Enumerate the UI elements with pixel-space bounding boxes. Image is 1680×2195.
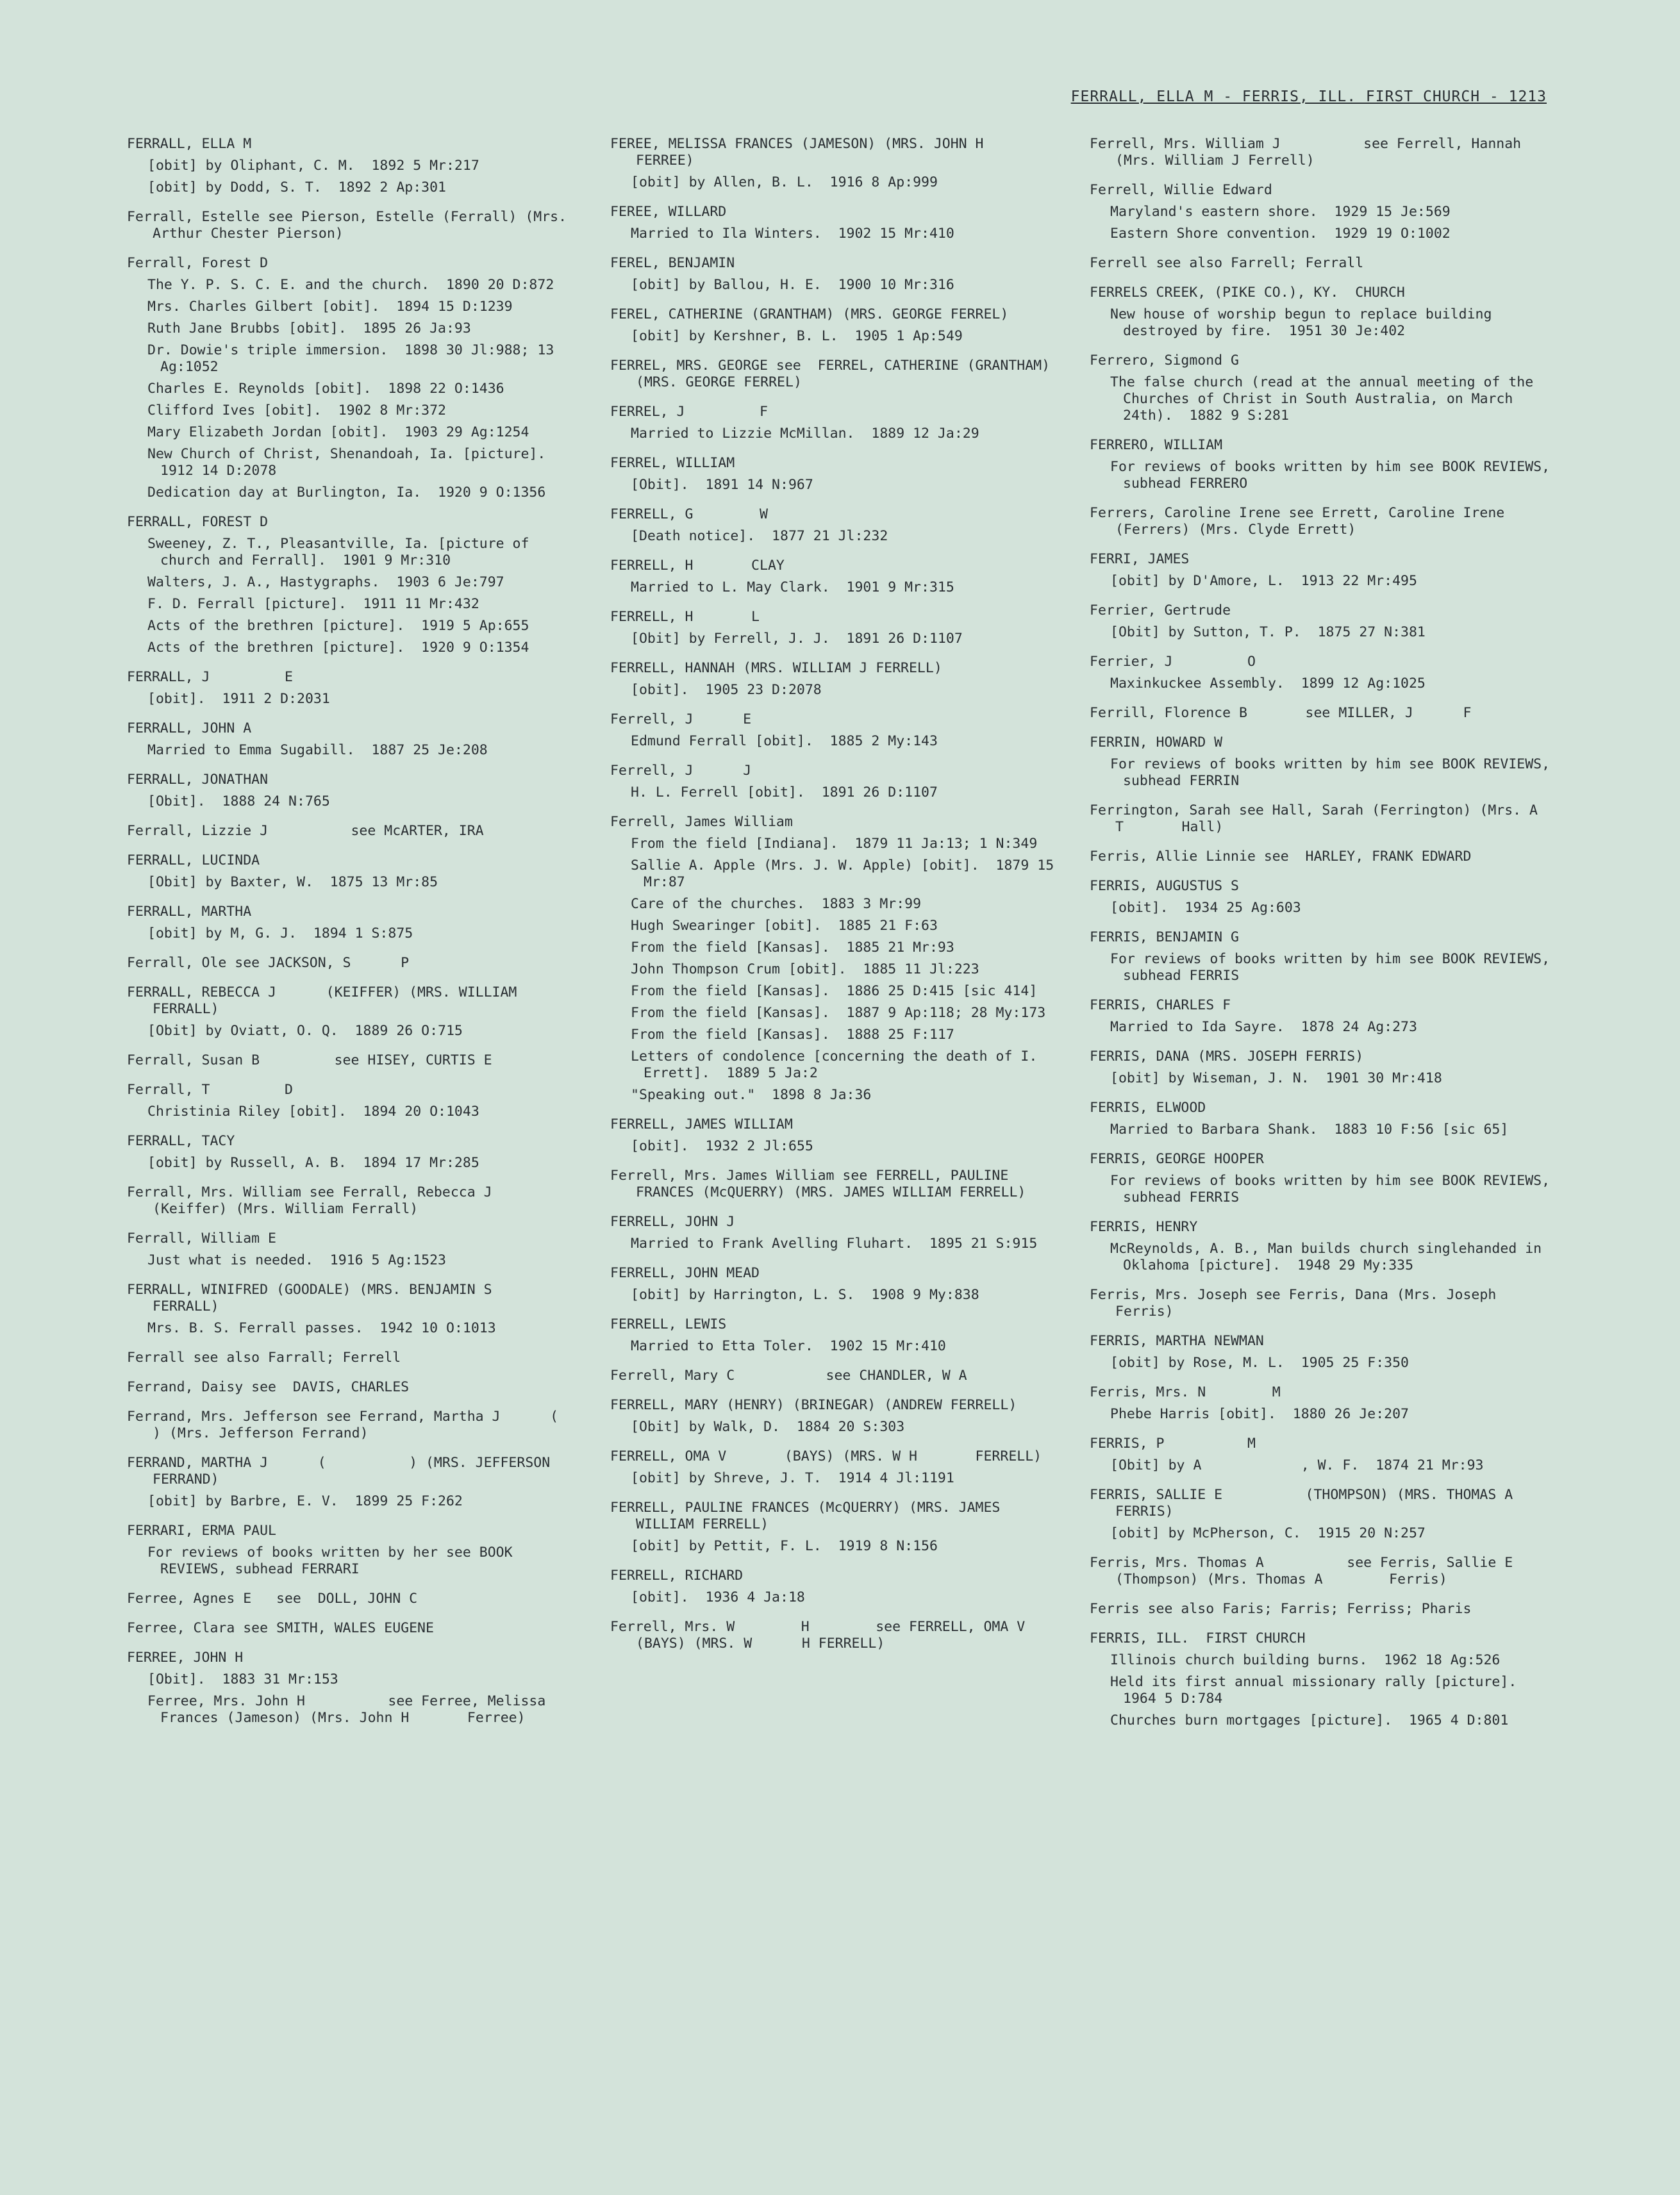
index-entry	[1090, 352, 1558, 424]
entry-heading: Ferrell see also Farrell; Ferrall	[1090, 255, 1364, 271]
index-entry	[610, 1619, 1075, 1652]
entry-citation: Ruth Jane Brubbs [obit]. 1895 26 Ja:93	[147, 320, 471, 336]
entry-heading: FERRELL, RICHARD	[610, 1568, 744, 1584]
index-entry	[610, 1568, 1065, 1606]
entry-heading: FERRALL, WINIFRED (GOODALE) (MRS. BENJAMIN S FERRALL)	[127, 1282, 542, 1314]
entry-heading: FERRIS, MARTHA NEWMAN	[1090, 1333, 1264, 1349]
index-entry	[610, 1397, 1065, 1436]
entry-citation: Mary Elizabeth Jordan [obit]. 1903 29 Ag:1254	[147, 424, 529, 440]
index-entry	[127, 720, 576, 759]
index-entry	[127, 1409, 625, 1442]
index-entry	[1090, 1487, 1579, 1542]
entry-citation: [obit]. 1911 2 D:2031	[147, 691, 330, 707]
entry-citation: John Thompson Crum [obit]. 1885 11 Jl:223	[631, 961, 979, 977]
entry-citation: Sallie A. Apple (Mrs. J. W. Apple) [obit]. 1879 15 Mr:87	[631, 857, 1063, 890]
entry-citation: Held its first annual missionary rally [picture]. 1964 5 D:784	[1110, 1674, 1534, 1707]
entry-citation: [Death notice]. 1877 21 Jl:232	[631, 528, 888, 544]
index-entry	[127, 136, 576, 196]
entry-heading: FERRELS CREEK, (PIKE CO.), KY. CHURCH	[1090, 285, 1405, 301]
entry-heading: FERRIS, CHARLES F	[1090, 997, 1231, 1013]
entry-heading: FERRALL, J E	[127, 669, 293, 685]
entry-citation: Sweeney, Z. T., Pleasantville, Ia. [picture of church and Ferrall]. 1901 9 Mr:310	[147, 536, 538, 568]
entry-citation: Maryland's eastern shore. 1929 15 Je:569	[1110, 204, 1451, 220]
entry-citation: [obit] by Wiseman, J. N. 1901 30 Mr:418	[1110, 1070, 1442, 1086]
column-2	[610, 136, 1075, 1665]
entry-heading: Ferrall, Ole see JACKSON, S P	[127, 955, 410, 971]
entry-citation: Phebe Harris [obit]. 1880 26 Je:207	[1110, 1406, 1409, 1422]
entry-heading: FERRELL, H L	[610, 609, 760, 625]
index-entry	[610, 306, 1065, 345]
index-entry	[1090, 285, 1558, 340]
entry-citation: From the field [Kansas]. 1888 25 F:117	[631, 1027, 954, 1043]
entry-citation: Just what is needed. 1916 5 Ag:1523	[147, 1252, 446, 1268]
entry-citation: [obit]. 1905 23 D:2078	[631, 682, 822, 698]
entry-citation: Acts of the brethren [picture]. 1920 9 O:1354	[147, 640, 529, 656]
index-entry	[610, 1316, 1065, 1355]
entry-heading: FERRALL, LUCINDA	[127, 852, 260, 868]
index-entry	[1090, 878, 1558, 916]
entry-citation: Mrs. Charles Gilbert [obit]. 1894 15 D:1239	[147, 299, 513, 315]
entry-citation: From the field [Indiana]. 1879 11 Ja:13; 1 N:349	[631, 836, 1038, 852]
entry-citation: Married to Lizzie McMillan. 1889 12 Ja:29	[631, 426, 979, 442]
entry-citation: For reviews of books written by her see BOOK REVIEWS, subhead FERRARI	[147, 1545, 521, 1577]
index-entry	[1090, 255, 1558, 272]
entry-citation: [obit]. 1932 2 Jl:655	[631, 1138, 813, 1154]
index-entry	[127, 772, 576, 810]
index-entry	[1090, 1601, 1558, 1618]
entry-citation: Married to Ida Sayre. 1878 24 Ag:273	[1110, 1019, 1417, 1035]
entry-citation: Churches burn mortgages [picture]. 1965 4 D:801	[1110, 1712, 1509, 1728]
entry-heading: FERRIS, GEORGE HOOPER	[1090, 1151, 1264, 1167]
entry-citation: Hugh Swearinger [obit]. 1885 21 F:63	[631, 918, 938, 934]
index-entry	[127, 1184, 576, 1218]
index-entry	[1090, 1555, 1579, 1588]
entry-citation: For reviews of books written by him see BOOK REVIEWS, subhead FERRIS	[1110, 1173, 1558, 1205]
entry-citation: [obit] by Oliphant, C. M. 1892 5 Mr:217	[147, 158, 479, 174]
index-entry	[127, 209, 576, 242]
entry-citation: [obit] by Shreve, J. T. 1914 4 Jl:1191	[631, 1470, 954, 1486]
entry-heading: Ferris, Mrs. Joseph see Ferris, Dana (Mrs. Joseph Ferris)	[1090, 1287, 1505, 1320]
index-entry	[127, 823, 576, 840]
index-entry	[127, 1052, 576, 1069]
entry-heading: Ferrall, Lizzie J see McARTER, IRA	[127, 823, 484, 839]
entry-heading: FEREE, WILLARD	[610, 204, 727, 220]
entry-heading: Ferrell, J J	[610, 763, 752, 779]
entry-heading: FERRELL, JAMES WILLIAM	[610, 1116, 793, 1132]
entry-citation: Edmund Ferrall [obit]. 1885 2 My:143	[631, 733, 938, 749]
index-entry	[1090, 654, 1558, 692]
index-entry	[610, 455, 1065, 493]
index-entry	[610, 136, 1065, 191]
entry-heading: Ferrell, Mrs. William J see Ferrell, Hannah (Mrs. William J Ferrell)	[1090, 136, 1530, 169]
entry-heading: Ferrers, Caroline Irene see Errett, Caroline Irene (Ferrers) (Mrs. Clyde Errett)	[1090, 505, 1513, 538]
entry-citation: Married to Etta Toler. 1902 15 Mr:410	[631, 1338, 946, 1354]
entry-heading: Ferrell, Willie Edward	[1090, 182, 1272, 198]
column-3	[1090, 136, 1621, 1742]
index-entry	[610, 711, 1065, 750]
index-entry	[127, 1379, 576, 1396]
index-entry	[127, 1082, 576, 1120]
index-entry	[1090, 1287, 1558, 1320]
entry-citation: [obit] by Harrington, L. S. 1908 9 My:838	[631, 1287, 979, 1303]
entry-heading: FEREL, CATHERINE (GRANTHAM) (MRS. GEORGE FERREL)	[610, 306, 1009, 322]
entry-citation: [Obit] by Baxter, W. 1875 13 Mr:85	[147, 874, 438, 890]
index-entry	[1090, 182, 1558, 242]
entry-citation: Walters, J. A., Hastygraphs. 1903 6 Je:797	[147, 574, 504, 590]
entry-citation: F. D. Ferrall [picture]. 1911 11 Mr:432	[147, 596, 479, 612]
entry-citation: The false church (read at the annual meeting of the Churches of Christ in South Australia, on March 24th). 1882 9 S:281	[1110, 374, 1542, 424]
entry-citation: New Church of Christ, Shenandoah, Ia. [picture]. 1912 14 D:2078	[147, 446, 563, 479]
entry-heading: FERRIS, SALLIE E (THOMPSON) (MRS. THOMAS A FERRIS)	[1090, 1487, 1579, 1520]
entry-citation: New house of worship begun to replace building destroyed by fire. 1951 30 Je:402	[1110, 306, 1501, 339]
entry-citation: [obit] by Rose, M. L. 1905 25 F:350	[1110, 1355, 1409, 1371]
index-entry	[1090, 849, 1558, 865]
entry-citation: "Speaking out." 1898 8 Ja:36	[631, 1087, 872, 1103]
index-entry	[610, 1500, 1065, 1555]
index-entry	[610, 1368, 1065, 1384]
entry-heading: Ferrier, Gertrude	[1090, 602, 1231, 618]
entry-citation: [obit] by Kershner, B. L. 1905 1 Ap:549	[631, 328, 963, 344]
index-entry	[127, 1133, 576, 1172]
entry-citation: For reviews of books written by him see BOOK REVIEWS, subhead FERRIS	[1110, 951, 1558, 984]
entry-heading: FERRALL, REBECCA J (KEIFFER) (MRS. WILLIAM FERRALL)	[127, 984, 526, 1017]
entry-heading: Ferrall, Mrs. William see Ferrall, Rebecca J (Keiffer) (Mrs. William Ferrall)	[127, 1184, 542, 1217]
entry-citation: Clifford Ives [obit]. 1902 8 Mr:372	[147, 402, 446, 418]
entry-citation: Illinois church building burns. 1962 18 Ag:526	[1110, 1652, 1501, 1668]
index-entry	[1090, 1333, 1558, 1371]
index-entry	[1090, 734, 1558, 790]
entry-citation: [Obit] by Walk, D. 1884 20 S:303	[631, 1419, 905, 1435]
index-entry	[127, 1282, 576, 1337]
entry-heading: FERRI, JAMES	[1090, 551, 1190, 567]
entry-citation: [obit] by Pettit, F. L. 1919 8 N:156	[631, 1538, 938, 1554]
index-entry	[610, 506, 1065, 545]
entry-heading: FERRIS, ELWOOD	[1090, 1100, 1206, 1116]
entry-heading: Ferrall, Forest D	[127, 255, 269, 271]
entry-heading: Ferris see also Faris; Farris; Ferriss; Pharis	[1090, 1601, 1472, 1617]
entry-heading: Ferris, Mrs. Thomas A see Ferris, Sallie E (Thompson) (Mrs. Thomas A Ferris)	[1090, 1555, 1579, 1587]
index-entry	[1090, 1048, 1558, 1087]
index-entry	[1090, 1630, 1558, 1729]
entry-heading: FERRIS, ILL. FIRST CHURCH	[1090, 1630, 1306, 1646]
entry-heading: Ferrand, Daisy see DAVIS, CHARLES	[127, 1379, 410, 1395]
entry-heading: Ferrall, Susan B see HISEY, CURTIS E	[127, 1052, 492, 1068]
entry-citation: [Obit] by Sutton, T. P. 1875 27 N:381	[1110, 624, 1426, 640]
entry-citation: [obit]. 1934 25 Ag:603	[1110, 900, 1301, 916]
index-entry	[610, 1116, 1065, 1155]
entry-citation: From the field [Kansas]. 1886 25 D:415 [sic 414]	[631, 983, 1038, 999]
entry-heading: Ferree, Clara see SMITH, WALES EUGENE	[127, 1620, 434, 1636]
entry-heading: Ferrell, Mrs. James William see FERRELL, PAULINE FRANCES (McQUERRY) (MRS. JAMES WILLIAM FERRELL)	[610, 1168, 1026, 1200]
index-entry	[127, 955, 576, 972]
entry-heading: Ferrell, James William	[610, 814, 793, 830]
entry-citation: For reviews of books written by him see BOOK REVIEWS, subhead FERRERO	[1110, 459, 1558, 492]
entry-heading: FERRIS, DANA (MRS. JOSEPH FERRIS)	[1090, 1048, 1364, 1064]
entry-citation: Dedication day at Burlington, Ia. 1920 9 O:1356	[147, 485, 546, 501]
entry-citation: Christinia Riley [obit]. 1894 20 O:1043	[147, 1104, 479, 1120]
index-entry	[127, 255, 576, 501]
index-entry	[127, 1523, 576, 1578]
entry-heading: FERRALL, ELLA M	[127, 136, 252, 152]
index-entry	[610, 255, 1065, 294]
index-entry	[127, 1230, 576, 1269]
entry-citation: [obit] by Ballou, H. E. 1900 10 Mr:316	[631, 277, 954, 293]
entry-heading: FERRARI, ERMA PAUL	[127, 1523, 276, 1539]
index-entry	[127, 852, 576, 891]
entry-heading: FERRELL, H CLAY	[610, 558, 785, 574]
entry-citation: [obit] by Barbre, E. V. 1899 25 F:262	[147, 1493, 463, 1509]
entry-citation: [Obit] by Ferrell, J. J. 1891 26 D:1107	[631, 631, 963, 647]
entry-citation: Ferree, Mrs. John H see Ferree, Melissa Frances (Jameson) (Mrs. John H Ferree)	[147, 1693, 554, 1726]
entry-heading: FERRIN, HOWARD W	[1090, 734, 1223, 750]
entry-heading: Ferrero, Sigmond G	[1090, 352, 1239, 369]
entry-heading: FERRIS, BENJAMIN G	[1090, 929, 1239, 945]
entry-heading: FERRIS, AUGUSTUS S	[1090, 878, 1239, 894]
entry-heading: FERRELL, JOHN J	[610, 1214, 735, 1230]
index-entry	[127, 1350, 576, 1366]
index-entry	[1090, 802, 1621, 836]
entry-heading: Ferrell, J E	[610, 711, 752, 727]
index-entry	[1090, 1384, 1558, 1423]
index-entry	[610, 204, 1065, 242]
entry-heading: Ferrall see also Farrall; Ferrell	[127, 1350, 401, 1366]
entry-heading: FEREL, BENJAMIN	[610, 255, 735, 271]
entry-heading: Ferrall, William E	[127, 1230, 276, 1247]
running-header: FERRALL, ELLA M - FERRIS, ILL. FIRST CHURCH - 1213	[1070, 88, 1547, 105]
index-entry	[1090, 437, 1558, 492]
entry-citation: Married to Frank Avelling Fluhart. 1895 21 S:915	[631, 1236, 1038, 1252]
index-entry	[1090, 602, 1558, 641]
entry-heading: Ferrill, Florence B see MILLER, J F	[1090, 705, 1472, 721]
index-entry	[1090, 1151, 1558, 1206]
entry-heading: Ferree, Agnes E see DOLL, JOHN C	[127, 1591, 418, 1607]
entry-citation: [obit] by M, G. J. 1894 1 S:875	[147, 925, 413, 941]
entry-citation: [obit] by McPherson, C. 1915 20 N:257	[1110, 1525, 1426, 1541]
entry-citation: McReynolds, A. B., Man builds church singlehanded in Oklahoma [picture]. 1948 29 My:335	[1110, 1241, 1551, 1273]
index-entry	[610, 358, 1065, 391]
index-entry	[127, 984, 576, 1040]
index-entry	[1090, 929, 1558, 984]
index-entry	[610, 814, 1065, 1104]
entry-citation: [Obit] by Oviatt, O. Q. 1889 26 O:715	[147, 1023, 463, 1039]
column-1	[127, 136, 625, 1739]
entry-citation: [obit] by Dodd, S. T. 1892 2 Ap:301	[147, 179, 446, 195]
entry-heading: Ferrington, Sarah see Hall, Sarah (Ferrington) (Mrs. A T Hall)	[1090, 802, 1621, 835]
index-entry	[610, 1448, 1065, 1487]
entry-citation: H. L. Ferrell [obit]. 1891 26 D:1107	[631, 784, 938, 800]
entry-heading: Ferris, Mrs. N M	[1090, 1384, 1281, 1400]
index-entry	[610, 609, 1065, 647]
entry-heading: Ferris, Allie Linnie see HARLEY, FRANK EDWARD	[1090, 849, 1472, 865]
index-entry	[127, 669, 576, 708]
entry-citation: For reviews of books written by him see BOOK REVIEWS, subhead FERRIN	[1110, 756, 1558, 789]
entry-citation: From the field [Kansas]. 1887 9 Ap:118; 28 My:173	[631, 1005, 1046, 1021]
entry-heading: Ferrell, Mary C see CHANDLER, W A	[610, 1368, 967, 1384]
index-entry	[127, 1620, 576, 1637]
entry-citation: Eastern Shore convention. 1929 19 O:1002	[1110, 226, 1451, 242]
entry-citation: [Obit]. 1891 14 N:967	[631, 477, 813, 493]
index-entry	[1090, 997, 1558, 1036]
index-entry	[1090, 1436, 1558, 1474]
index-entry	[127, 1455, 576, 1510]
index-entry	[610, 404, 1065, 442]
entry-citation: [obit] by Allen, B. L. 1916 8 Ap:999	[631, 174, 938, 190]
entry-citation: Mrs. B. S. Ferrall passes. 1942 10 O:1013	[147, 1320, 496, 1336]
entry-citation: Acts of the brethren [picture]. 1919 5 Ap:655	[147, 618, 529, 634]
index-entry	[610, 660, 1065, 699]
entry-heading: Ferrand, Mrs. Jefferson see Ferrand, Martha J ( ) (Mrs. Jefferson Ferrand)	[127, 1409, 625, 1441]
index-entry	[610, 1168, 1065, 1201]
entry-heading: FERRELL, PAULINE FRANCES (McQUERRY) (MRS. JAMES WILLIAM FERRELL)	[610, 1500, 1009, 1532]
entry-heading: FERRELL, MARY (HENRY) (BRINEGAR) (ANDREW FERRELL)	[610, 1397, 1017, 1413]
index-entry	[1090, 705, 1558, 722]
entry-heading: FERRELL, LEWIS	[610, 1316, 727, 1332]
entry-citation: [Obit]. 1888 24 N:765	[147, 793, 330, 809]
entry-citation: Married to Ila Winters. 1902 15 Mr:410	[631, 226, 954, 242]
entry-heading: FERRALL, JOHN A	[127, 720, 252, 736]
entry-citation: Charles E. Reynolds [obit]. 1898 22 O:1436	[147, 381, 504, 397]
entry-heading: FERREL, MRS. GEORGE see FERREL, CATHERINE (GRANTHAM) (MRS. GEORGE FERREL)	[610, 358, 1058, 390]
entry-citation: Dr. Dowie's triple immersion. 1898 30 Jl:988; 13 Ag:1052	[147, 342, 563, 375]
index-entry	[610, 558, 1065, 596]
entry-heading: FERRALL, MARTHA	[127, 904, 252, 920]
index-entry	[1090, 1219, 1558, 1274]
index-entry	[1090, 505, 1558, 538]
entry-citation: Letters of condolence [concerning the death of I. Errett]. 1889 5 Ja:2	[631, 1048, 1046, 1081]
entry-citation: Care of the churches. 1883 3 Mr:99	[631, 896, 922, 912]
index-entry	[127, 514, 576, 656]
entry-citation: [obit] by Russell, A. B. 1894 17 Mr:285	[147, 1155, 479, 1171]
entry-heading: Ferrell, Mrs. W H see FERRELL, OMA V (BAYS) (MRS. W H FERRELL)	[610, 1619, 1075, 1652]
index-entry	[127, 904, 576, 942]
index-entry	[610, 1214, 1065, 1252]
entry-citation: [obit] by D'Amore, L. 1913 22 Mr:495	[1110, 573, 1417, 589]
index-entry	[127, 1591, 576, 1607]
entry-heading: FERRERO, WILLIAM	[1090, 437, 1223, 453]
entry-heading: FERRELL, HANNAH (MRS. WILLIAM J FERRELL)	[610, 660, 942, 676]
entry-citation: Married to L. May Clark. 1901 9 Mr:315	[631, 579, 954, 595]
entry-citation: Maxinkuckee Assembly. 1899 12 Ag:1025	[1110, 675, 1426, 692]
entry-citation: The Y. P. S. C. E. and the church. 1890 20 D:872	[147, 277, 554, 293]
index-entry	[1090, 551, 1558, 590]
index-entry	[1090, 136, 1558, 169]
entry-heading: FERRELL, G W	[610, 506, 768, 522]
entry-heading: FERRALL, JONATHAN	[127, 772, 269, 788]
index-entry	[610, 763, 1065, 801]
entry-heading: FERREL, WILLIAM	[610, 455, 735, 471]
entry-citation: From the field [Kansas]. 1885 21 Mr:93	[631, 940, 954, 956]
entry-heading: Ferrall, Estelle see Pierson, Estelle (Ferrall) (Mrs. Arthur Chester Pierson)	[127, 209, 575, 242]
entry-heading: FERRALL, FOREST D	[127, 514, 269, 530]
entry-heading: FERRIS, P M	[1090, 1436, 1256, 1452]
entry-heading: Ferrier, J O	[1090, 654, 1256, 670]
entry-citation: Married to Emma Sugabill. 1887 25 Je:208	[147, 742, 488, 758]
entry-heading: FERREL, J F	[610, 404, 768, 420]
entry-citation: [Obit] by A , W. F. 1874 21 Mr:93	[1110, 1457, 1484, 1473]
index-entry	[127, 1650, 576, 1727]
index-entry	[1090, 1100, 1558, 1138]
entry-heading: FERRELL, OMA V (BAYS) (MRS. W H FERRELL)	[610, 1448, 1042, 1464]
index-entry	[610, 1265, 1065, 1304]
entry-heading: FERRAND, MARTHA J ( ) (MRS. JEFFERSON FERRAND)	[127, 1455, 559, 1487]
entry-heading: FERREE, JOHN H	[127, 1650, 244, 1666]
entry-citation: Married to Barbara Shank. 1883 10 F:56 [sic 65]	[1110, 1122, 1509, 1138]
entry-heading: Ferrall, T D	[127, 1082, 293, 1098]
entry-heading: FEREE, MELISSA FRANCES (JAMESON) (MRS. JOHN H FERREE)	[610, 136, 1051, 169]
entry-heading: FERRELL, JOHN MEAD	[610, 1265, 760, 1281]
entry-heading: FERRALL, TACY	[127, 1133, 235, 1149]
entry-citation: [obit]. 1936 4 Ja:18	[631, 1589, 805, 1605]
entry-citation: [Obit]. 1883 31 Mr:153	[147, 1671, 338, 1687]
entry-heading: FERRIS, HENRY	[1090, 1219, 1198, 1235]
